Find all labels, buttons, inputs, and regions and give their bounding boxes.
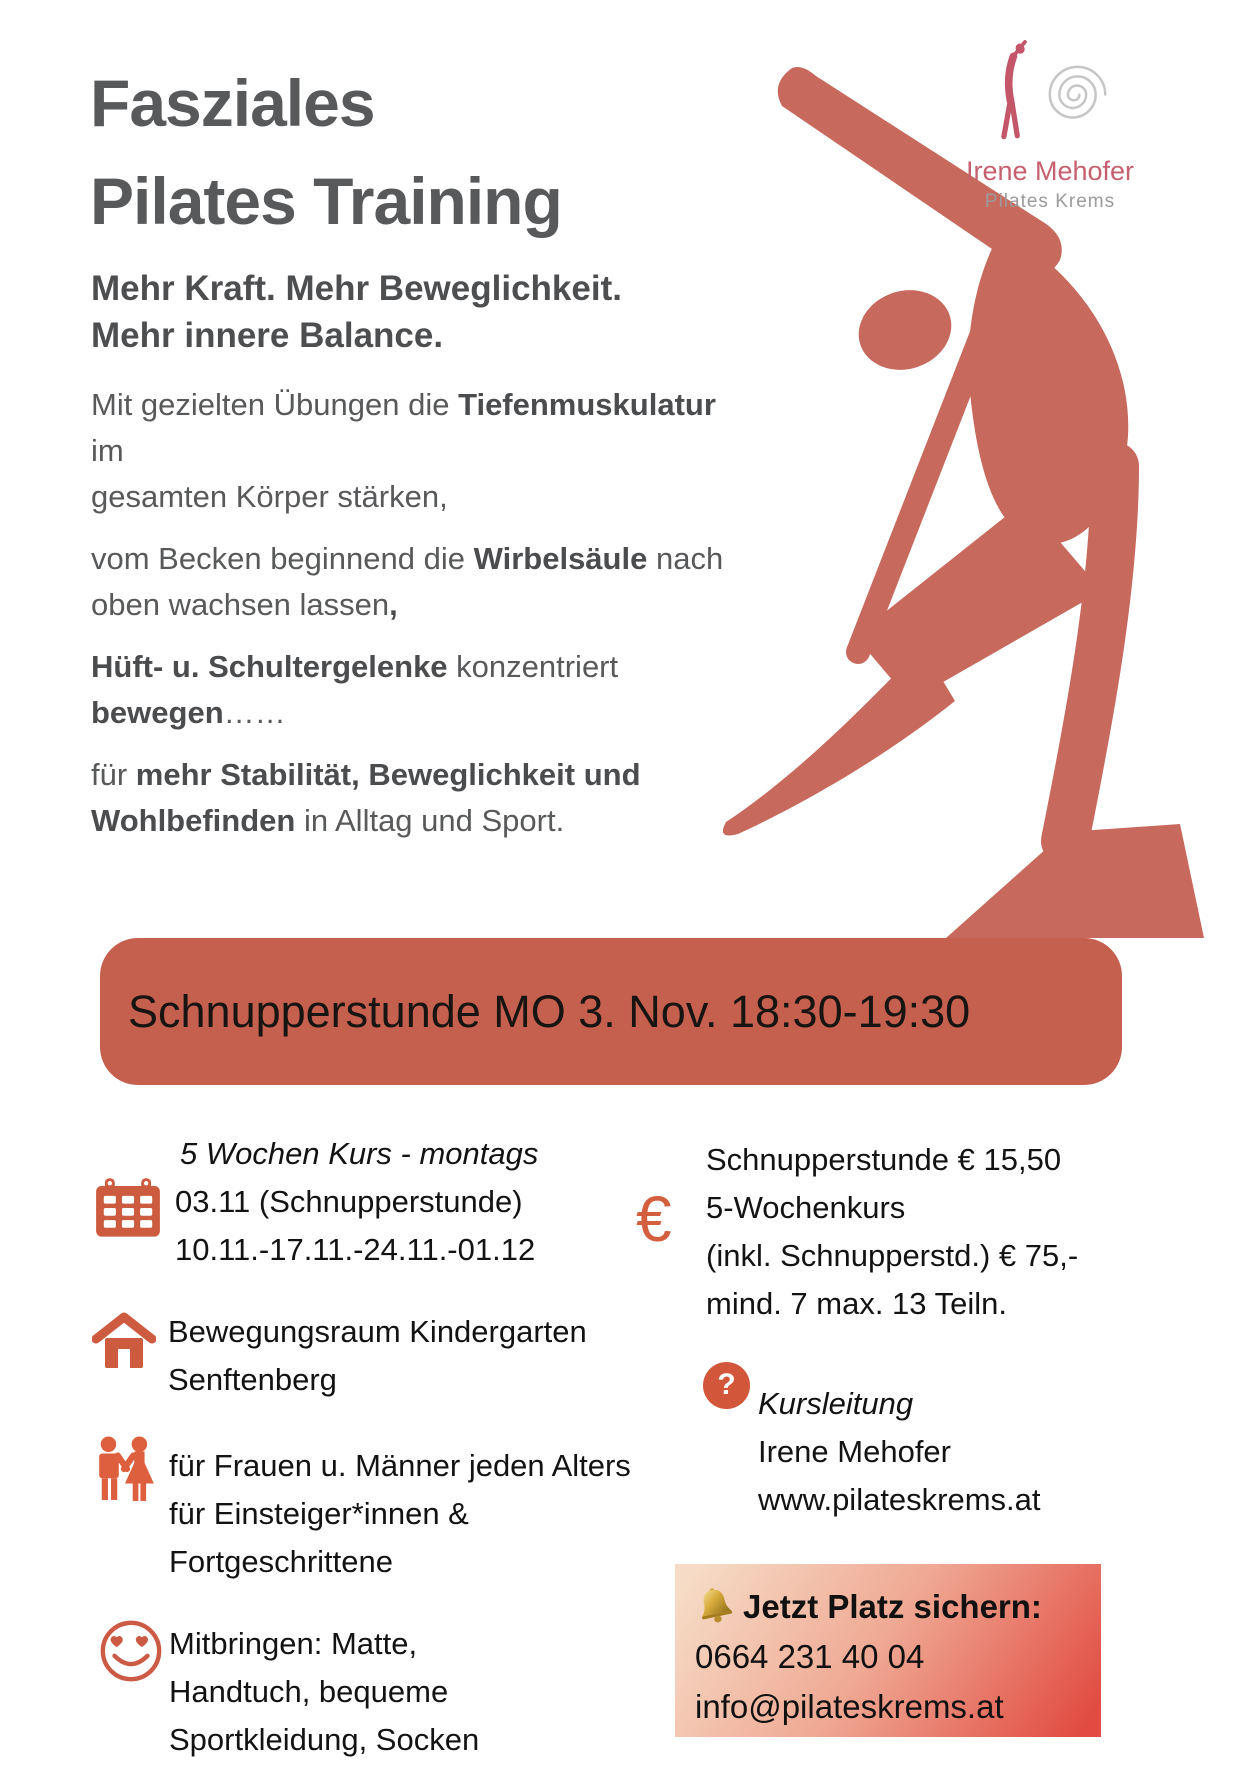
instructor-name: Irene Mehofer	[758, 1434, 951, 1469]
question-mark-glyph: ?	[717, 1368, 736, 1401]
audience-line-3: Fortgeschrittene	[169, 1544, 393, 1579]
bring-line-1: Mitbringen: Matte,	[169, 1626, 418, 1661]
text-segment: ……	[223, 695, 286, 730]
trial-lesson-banner-text: Schnupperstunde MO 3. Nov. 18:30-19:30	[128, 986, 971, 1037]
logo-figure-icon	[1004, 42, 1026, 137]
house-icon	[92, 1312, 156, 1370]
logo-mark	[935, 40, 1155, 152]
location-line-2: Senftenberg	[168, 1362, 337, 1397]
paragraph-wirbelsaeule	[91, 536, 751, 628]
text-segment-bold: Tiefenmuskulatur	[458, 387, 716, 422]
logo-spiral-icon	[1050, 67, 1105, 118]
text-segment-bold: Hüft- u. Schultergelenke	[91, 649, 448, 684]
logo-name: Irene Mehofer	[965, 156, 1135, 186]
euro-icon: €	[636, 1183, 672, 1255]
contact-heading: Jetzt Platz sichern:	[743, 1588, 1042, 1625]
text-segment: im	[91, 433, 124, 468]
people-icon	[95, 1436, 157, 1502]
trial-lesson-banner	[100, 938, 1122, 1085]
text-segment-bold: ,	[389, 587, 398, 622]
bell-icon	[695, 1587, 735, 1625]
figure-base	[946, 824, 1204, 938]
text-segment-bold: bewegen	[91, 695, 224, 730]
text-segment: nach	[647, 541, 724, 576]
text-segment: Mit gezielten Übungen die	[91, 387, 459, 422]
figure-extended-leg	[723, 646, 955, 836]
schedule-date-line-1: 03.11 (Schnupperstunde)	[175, 1184, 523, 1219]
pricing-line-4: mind. 7 max. 13 Teiln.	[706, 1286, 1007, 1321]
subtitle-line-1: Mehr Kraft. Mehr Beweglichkeit.	[91, 269, 622, 308]
title-line-1: Fasziales	[90, 66, 375, 140]
figure-head	[848, 278, 962, 381]
title-line-2: Pilates Training	[90, 164, 562, 238]
text-segment: konzentriert	[447, 649, 619, 684]
question-mark-icon	[703, 1362, 750, 1409]
bring-line-3: Sportkleidung, Socken	[169, 1722, 480, 1757]
text-segment: in Alltag und Sport.	[295, 803, 565, 838]
paragraph-muskulatur	[91, 382, 751, 520]
pricing-line-1: Schnupperstunde € 15,50	[706, 1142, 1062, 1177]
text-segment-bold: Wirbelsäule	[473, 541, 648, 576]
contact-heading-row	[695, 1582, 1101, 1632]
contact-box	[675, 1564, 1101, 1737]
bring-line-2: Handtuch, bequeme	[169, 1674, 449, 1709]
text-segment: oben wachsen lassen	[91, 587, 390, 622]
smiley-heart-eyes-icon	[98, 1618, 164, 1684]
text-segment: vom Becken beginnend die	[91, 541, 474, 576]
intro-paragraphs	[91, 382, 751, 860]
contact-phone: 0664 231 40 04	[695, 1638, 925, 1675]
subtitle-line-2: Mehr innere Balance.	[91, 316, 444, 355]
text-segment-bold: mehr Stabilität, Beweglichkeit und	[135, 757, 641, 792]
instructor-label: Kursleitung	[758, 1386, 914, 1421]
logo-tagline: Pilates Krems	[984, 191, 1116, 212]
location-line-1: Bewegungsraum Kindergarten	[168, 1314, 587, 1349]
text-segment-bold: Wohlbefinden	[91, 803, 296, 838]
subtitle	[91, 265, 622, 359]
audience-line-2: für Einsteiger*innen &	[169, 1496, 469, 1531]
schedule-date-line-2: 10.11.-17.11.-24.11.-01.12	[175, 1232, 536, 1267]
text-segment: gesamten Körper stärken,	[91, 479, 448, 514]
paragraph-stabilitaet	[91, 752, 751, 844]
pricing-line-2: 5-Wochenkurs	[706, 1190, 906, 1225]
page-title	[90, 54, 562, 250]
audience-line-1: für Frauen u. Männer jeden Alters	[169, 1448, 631, 1483]
instructor-website: www.pilateskrems.at	[758, 1482, 1041, 1517]
schedule-course-line: 5 Wochen Kurs - montags	[180, 1136, 539, 1171]
pricing-line-3: (inkl. Schnupperstd.) € 75,-	[706, 1238, 1079, 1273]
paragraph-gelenke	[91, 644, 751, 736]
calendar-icon	[95, 1178, 161, 1238]
text-segment: für	[91, 757, 136, 792]
contact-email: info@pilateskrems.at	[695, 1688, 1004, 1725]
